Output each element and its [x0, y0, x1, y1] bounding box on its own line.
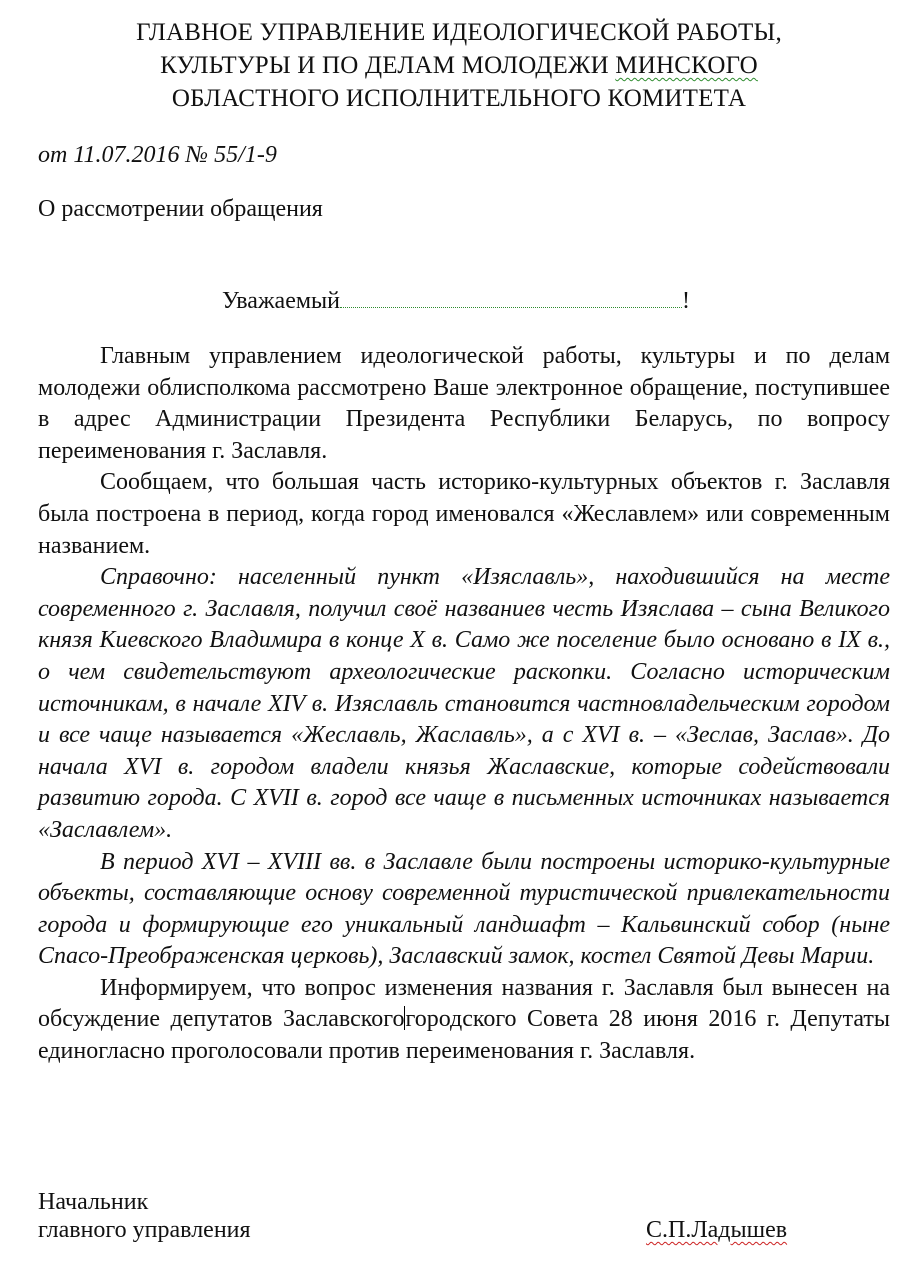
paragraph-decision: [38, 973, 890, 1068]
header-line-1: ГЛАВНОЕ УПРАВЛЕНИЕ ИДЕОЛОГИЧЕСКОЙ РАБОТЫ,: [136, 19, 782, 46]
decision-text-start: Информируем, что вопрос изменения названия г. Заславля был вынесен на обсуждение депутатов Заславского: [38, 974, 890, 1033]
signatory-title: [38, 1188, 251, 1244]
document-date-number: от 11.07.2016 № 55/1-9: [38, 142, 277, 168]
paragraph-objects: Сообщаем, что большая часть историко-культурных объектов г. Заславля была построена в период, когда город именовался «Жеславлем» или современным названием.: [38, 469, 890, 559]
paragraph-reference: Справочно: населенный пункт «Изяславль», находившийся на месте современного г. Заславля, получил своё названиев честь Изяслава – сына Великого князя Киевского Владимира в конце X в. Само же поселение было основано в IX в., о чем свидетельствуют археологические раскопки. Согласно историческим источникам, в начале XIV в. Изяславль становится частновладельческим городом и все чаще называется «Жеславль, Жаславль», а с XVI в. – «Зеслав, Заслав». До начала XVI в. городом владели князья Жаславские, которые содействовали развитию города. С XVII в. город все чаще в письменных источниках называется «Заславлем».: [38, 564, 890, 843]
addressee-blank: [340, 285, 682, 308]
grammar-marked-word: МИНСКОГО: [615, 52, 758, 79]
paragraph-review: Главным управлением идеологической работы, культуры и по делам молодежи облисполкома рассмотрено Ваше электронное обращение, поступившее в адрес Администрации Президента Республики Беларусь, по вопросу переименования г. Заславля.: [38, 343, 890, 464]
paragraph-history: В период XVI – XVIII вв. в Заславле были построены историко-культурные объекты, составляющие основу современной туристической привлекательности города и формирующие его уникальный ландшафт – Кальвинский собор (ныне Спасо-Преображенская церковь), Заславский замок, костел Святой Девы Марии.: [38, 848, 890, 970]
header-line-2-text: КУЛЬТУРЫ И ПО ДЕЛАМ МОЛОДЕЖИ: [160, 52, 616, 79]
signatory-title-line-2: главного управления: [38, 1217, 251, 1243]
signatory-name: [646, 1216, 787, 1244]
greeting-word: Уважаемый: [222, 288, 340, 314]
signatory-name-text: С.П.Ладышев: [646, 1217, 788, 1243]
organization-header: [0, 16, 918, 115]
greeting-end: !: [682, 288, 690, 314]
greeting-line: [222, 285, 690, 315]
header-line-3: ОБЛАСТНОГО ИСПОЛНИТЕЛЬНОГО КОМИТЕТА: [171, 85, 747, 112]
letter-body: [38, 341, 890, 1068]
header-line-2: [0, 49, 918, 82]
decision-text-end: городского Совета 28 июня 2016 г. Депутаты единогласно проголосовали против переименования г. Заславля.: [38, 1006, 890, 1065]
document-subject: О рассмотрении обращения: [38, 196, 323, 222]
signatory-title-line-1: Начальник: [38, 1189, 149, 1215]
